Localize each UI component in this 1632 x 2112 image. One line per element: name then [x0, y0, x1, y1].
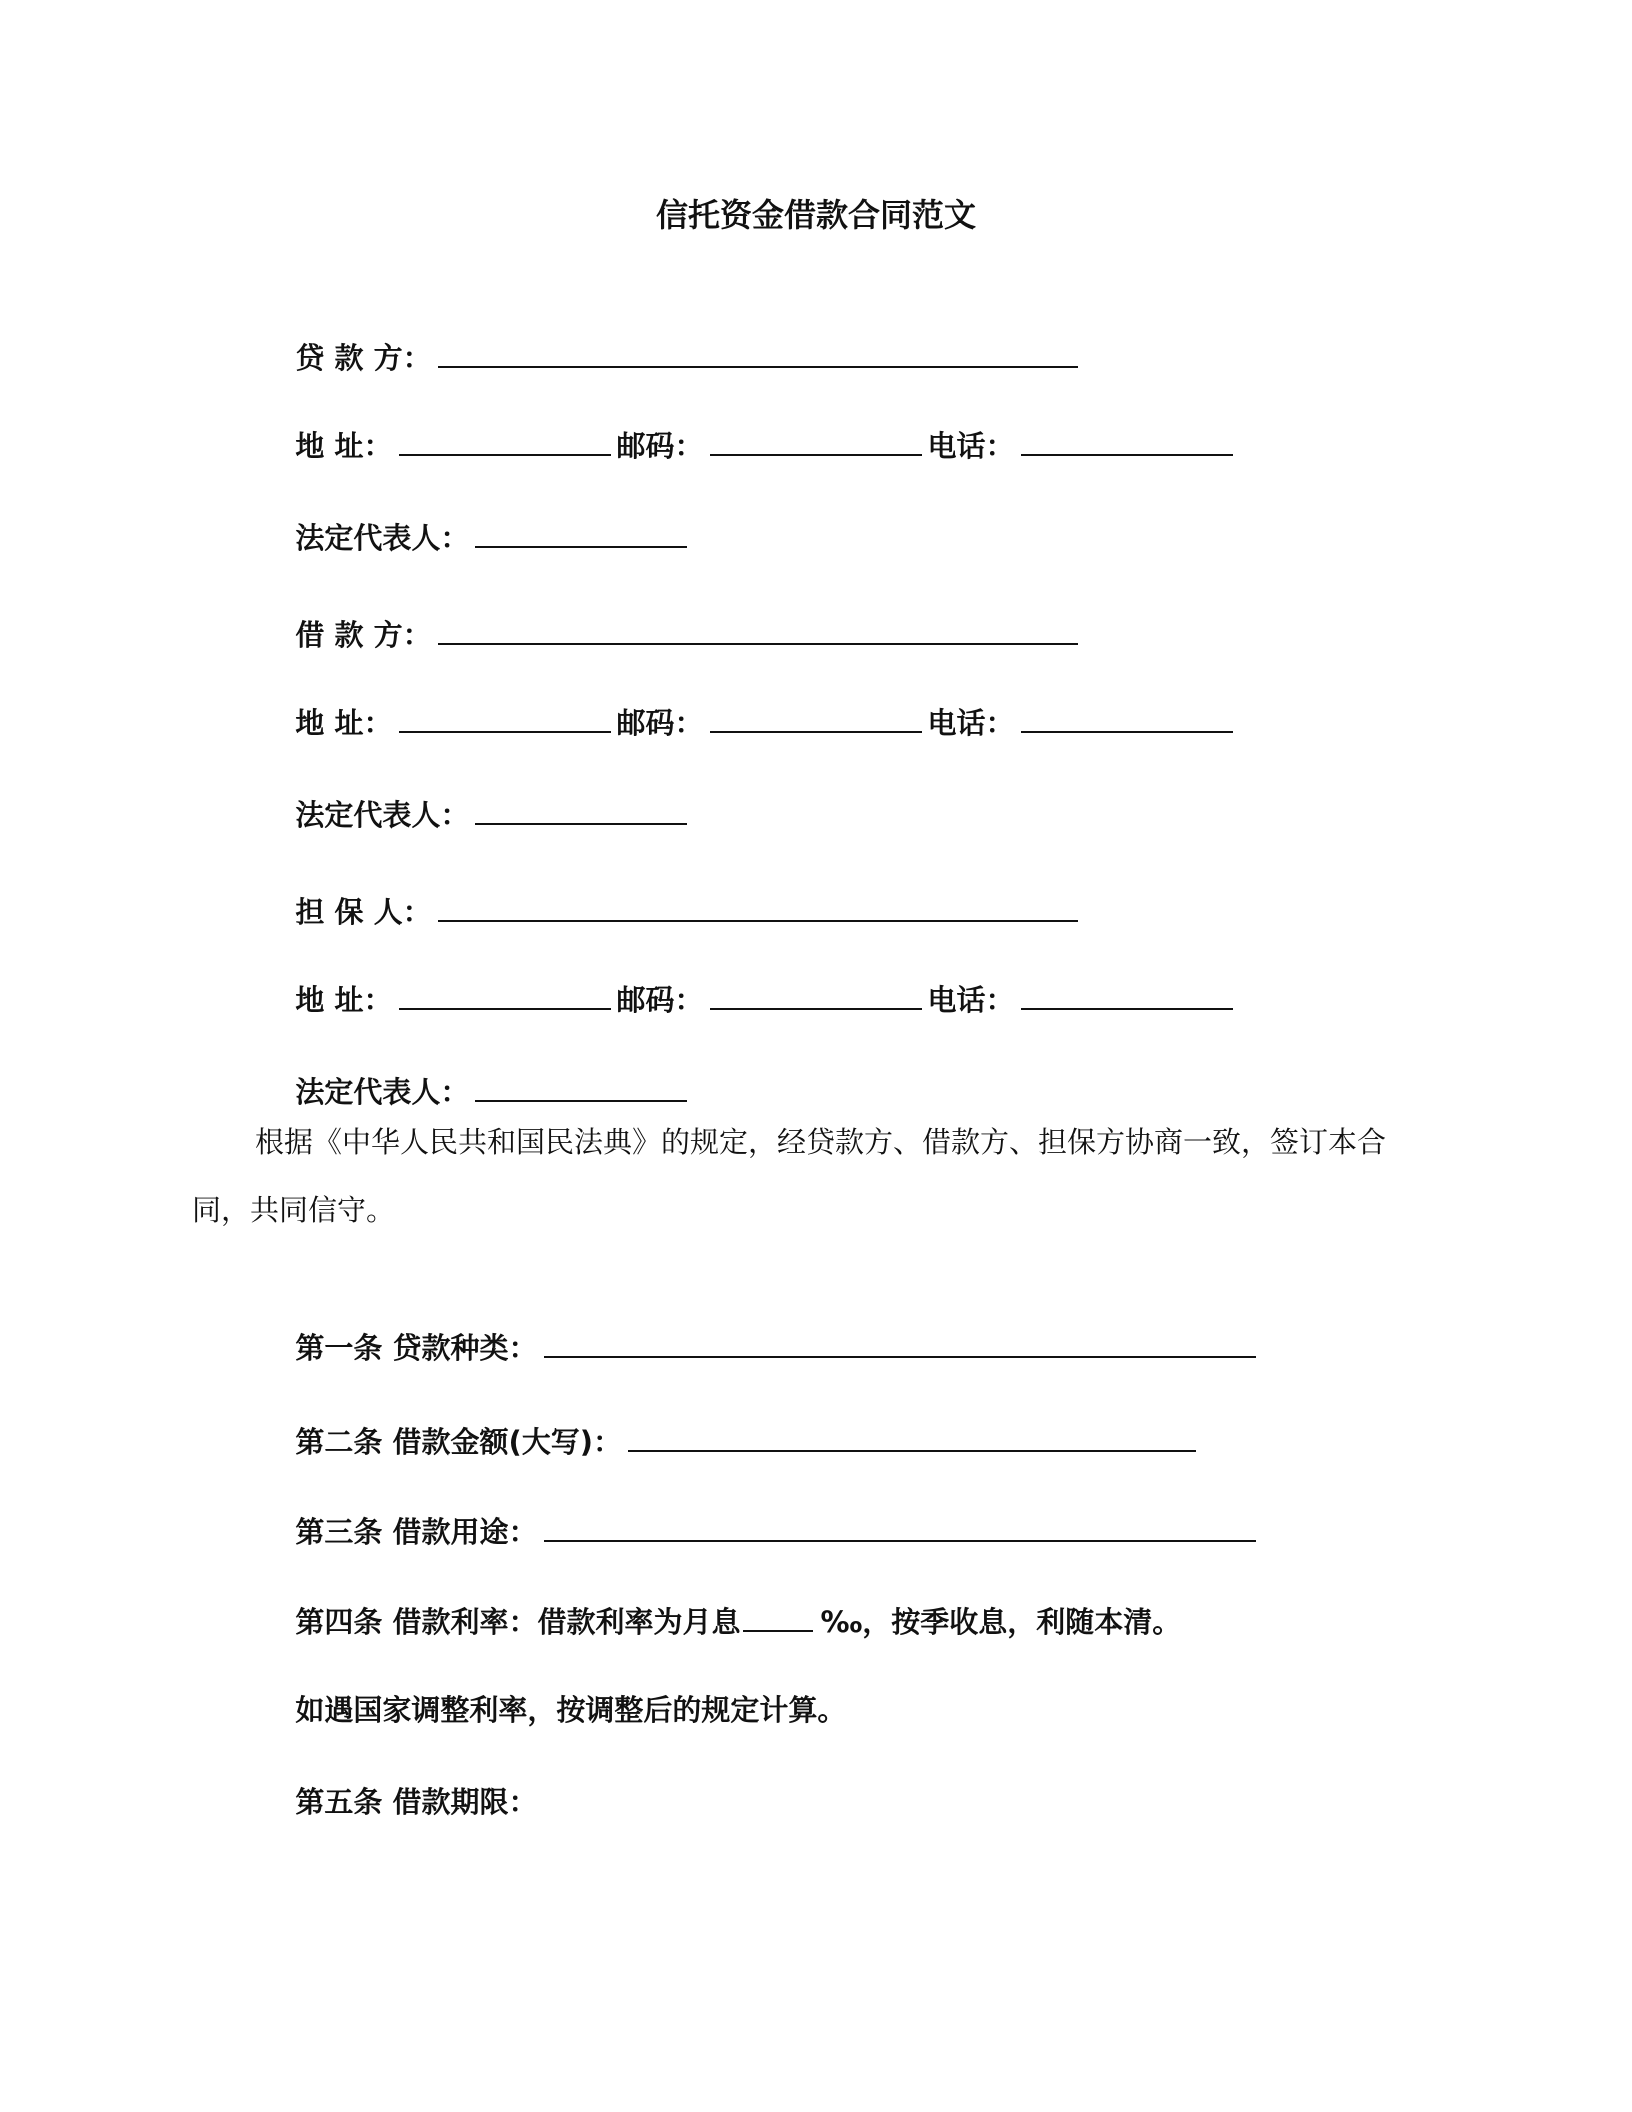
guarantor-postcode-label: 邮码： [616, 983, 704, 1017]
guarantor-blank[interactable] [438, 890, 1078, 922]
lender-rep-blank[interactable] [475, 516, 687, 548]
guarantor-address-blank[interactable] [399, 978, 611, 1010]
article-3-blank[interactable] [544, 1510, 1256, 1542]
lender-address-label: 地 址： [295, 429, 393, 463]
borrower-address-blank[interactable] [399, 701, 611, 733]
borrower-rep-blank[interactable] [475, 793, 687, 825]
borrower-label: 借 款 方： [295, 618, 432, 652]
borrower-address-label: 地 址： [295, 706, 393, 740]
adjust-note: 如遇国家调整利率，按调整后的规定计算。 [295, 1693, 847, 1727]
guarantor-rep-label: 法定代表人： [295, 1075, 470, 1109]
borrower-phone-label: 电话： [927, 706, 1015, 740]
guarantor-phone-label: 电话： [927, 983, 1015, 1017]
document-title: 信托资金借款合同范文 [655, 196, 976, 234]
lender-blank[interactable] [438, 336, 1078, 368]
lender-phone-blank[interactable] [1021, 424, 1233, 456]
guarantor-address-label: 地 址： [295, 983, 393, 1017]
guarantor-postcode-blank[interactable] [710, 978, 922, 1010]
guarantor-rep-blank[interactable] [475, 1070, 687, 1102]
borrower-phone-blank[interactable] [1021, 701, 1233, 733]
borrower-blank[interactable] [438, 613, 1078, 645]
article-4-rate-blank[interactable] [743, 1600, 813, 1632]
article-1-label: 第一条 贷款种类： [295, 1331, 538, 1365]
article-5-label: 第五条 借款期限： [295, 1785, 538, 1819]
guarantor-label: 担 保 人： [295, 895, 432, 929]
lender-address-blank[interactable] [399, 424, 611, 456]
borrower-postcode-label: 邮码： [616, 706, 704, 740]
article-5-line [255, 1742, 538, 1862]
lender-postcode-label: 邮码： [616, 429, 704, 463]
lender-rep-label: 法定代表人： [295, 521, 470, 555]
lender-phone-label: 电话： [927, 429, 1015, 463]
article-4-prefix: 第四条 借款利率：借款利率为月息 [295, 1605, 741, 1639]
borrower-postcode-blank[interactable] [710, 701, 922, 733]
article-4-suffix: ‰，按季收息，利随本清。 [820, 1605, 1182, 1639]
guarantor-phone-blank[interactable] [1021, 978, 1233, 1010]
article-2-blank[interactable] [628, 1420, 1196, 1452]
preamble-paragraph: 根据《中华人民共和国民法典》的规定，经贷款方、借款方、担保方协商一致，签订本合同，共同信守。 [192, 1125, 1387, 1227]
lender-postcode-blank[interactable] [710, 424, 922, 456]
article-3-label: 第三条 借款用途： [295, 1515, 538, 1549]
lender-label: 贷 款 方： [295, 341, 432, 375]
borrower-rep-label: 法定代表人： [295, 798, 470, 832]
article-2-label: 第二条 借款金额(大写)： [295, 1425, 622, 1459]
article-1-blank[interactable] [544, 1326, 1256, 1358]
